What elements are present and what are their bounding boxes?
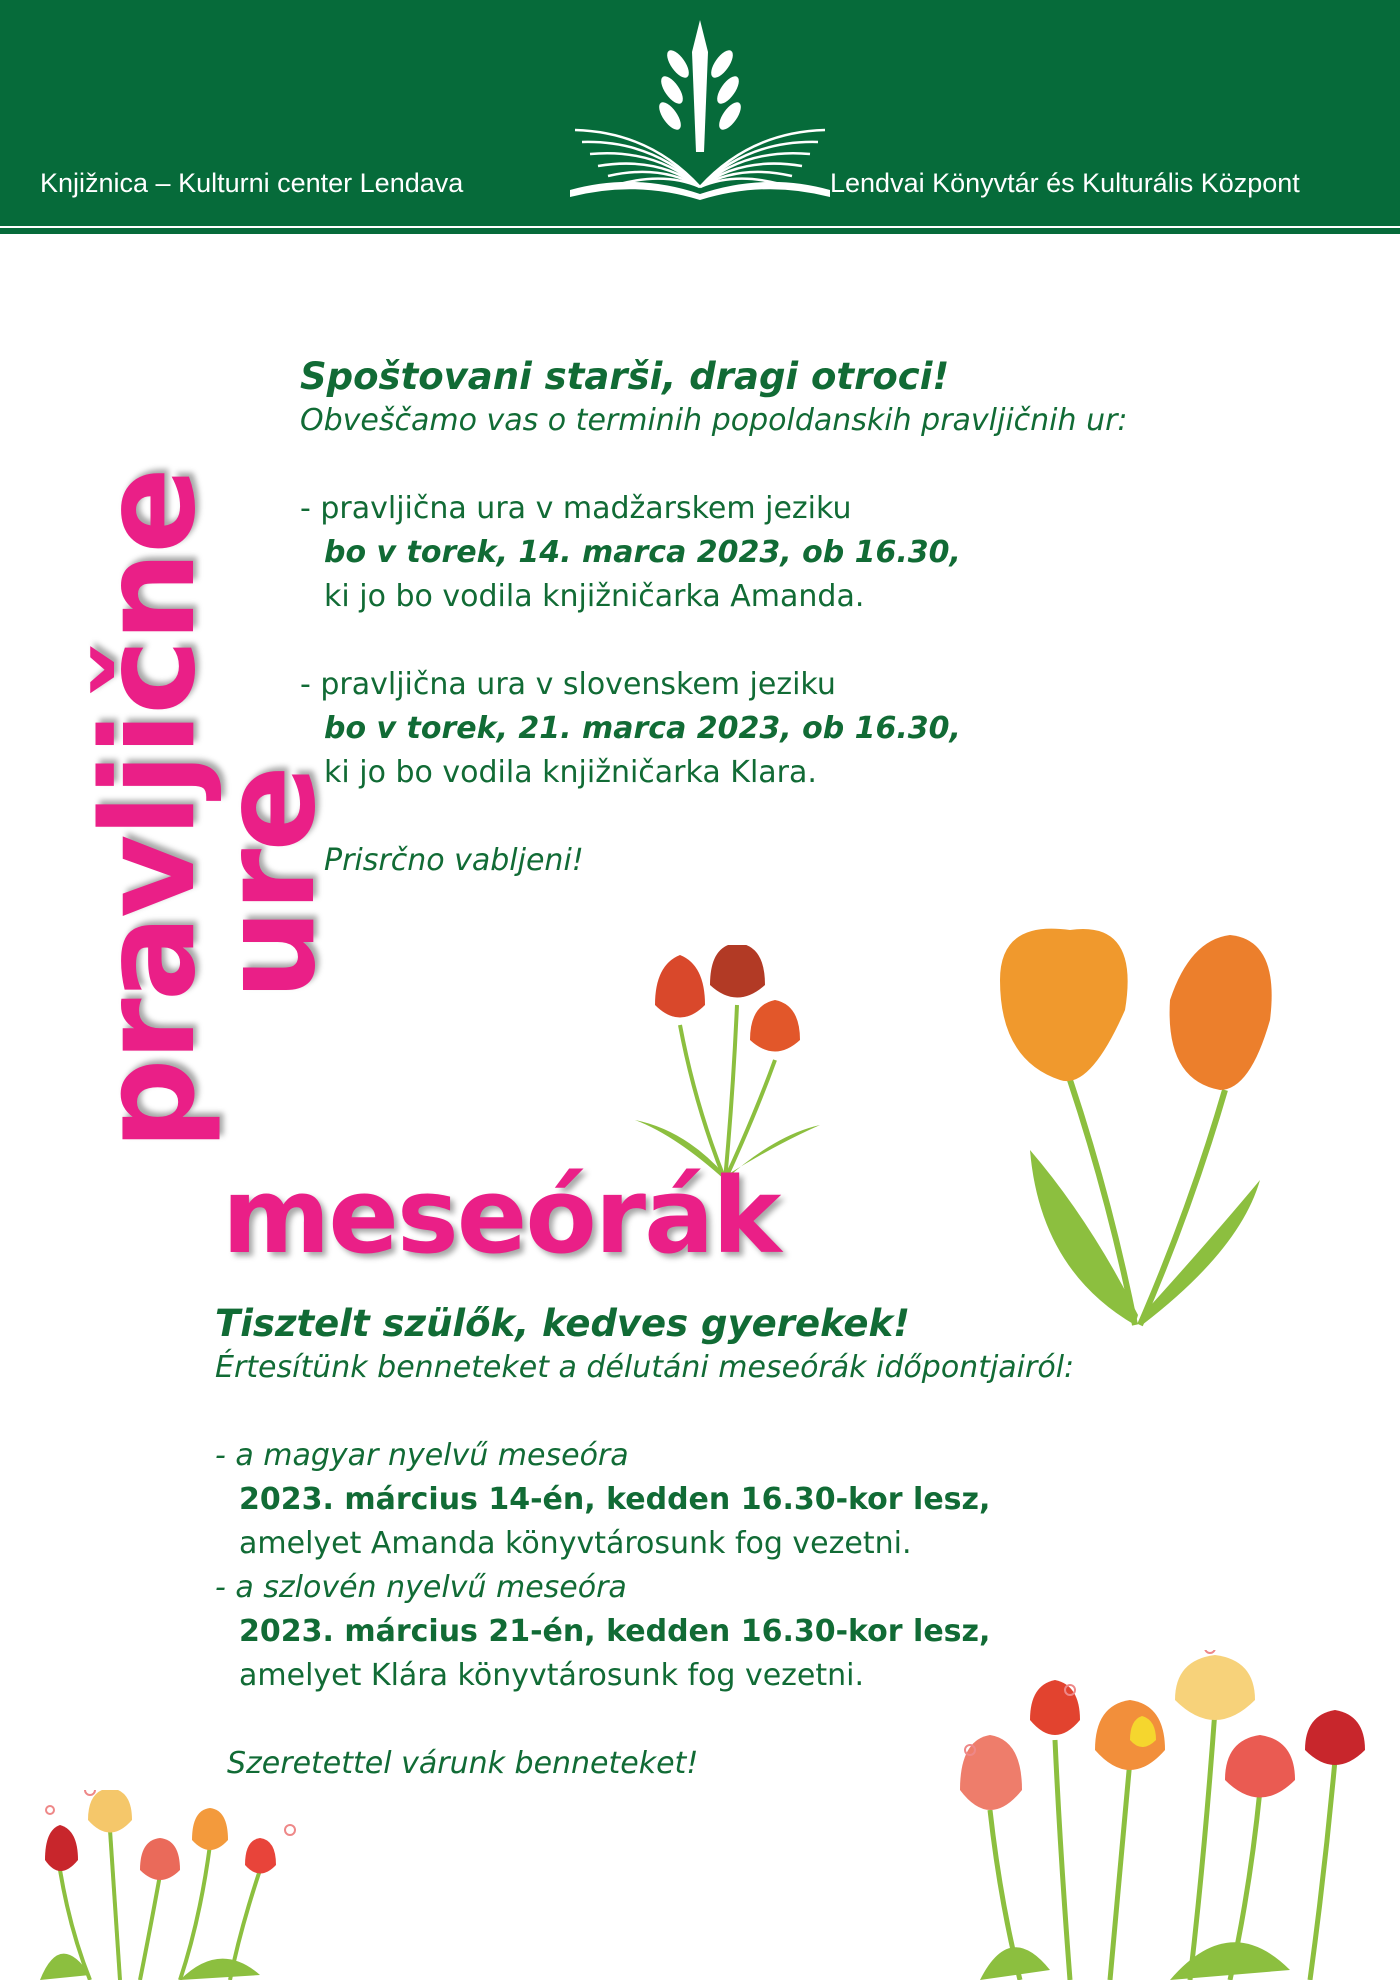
slovene-item2-type: - pravljična ura v slovenskem jeziku: [300, 667, 836, 702]
hungarian-greeting: Tisztelt szülők, kedves gyerekek!: [215, 1302, 910, 1345]
hungarian-item2-date: 2023. március 21-én, kedden 16.30-kor lesz,: [239, 1614, 991, 1649]
slovene-item1-date: bo v torek, 14. marca 2023, ob 16.30,: [324, 535, 961, 570]
slovene-announcement: [300, 355, 1360, 883]
slovene-item1-type: - pravljična ura v madžarskem jeziku: [300, 491, 852, 526]
slovene-item2-date: bo v torek, 21. marca 2023, ob 16.30,: [324, 711, 961, 746]
slovene-item2-leader: ki jo bo vodila knjižničarka Klara.: [324, 755, 817, 790]
hungarian-title: meseórák: [222, 1155, 780, 1277]
hungarian-item1-leader: amelyet Amanda könyvtárosunk fog vezetni.: [239, 1526, 912, 1561]
large-tulip-pair-icon: [960, 920, 1310, 1330]
header-left-text: Knjižnica – Kulturni center Lendava: [40, 168, 464, 198]
library-book-wheat-logo-icon: [560, 12, 840, 202]
slovene-intro: Obveščamo vas o terminih popoldanskih pravljičnih ur:: [300, 403, 1128, 438]
vertical-title: [75, 470, 344, 1150]
slovene-closing: Prisrčno vabljeni!: [324, 843, 584, 878]
hungarian-intro: Értesítünk benneteket a délutáni meseórák időpontjairól:: [215, 1350, 1075, 1385]
vertical-title-line2: ure: [195, 767, 344, 1000]
hungarian-item1-date: 2023. március 14-én, kedden 16.30-kor lesz,: [239, 1482, 991, 1517]
hungarian-item1-type: - a magyar nyelvű meseóra: [215, 1438, 629, 1473]
hungarian-item2-type: - a szlovén nyelvű meseóra: [215, 1570, 627, 1605]
header-rule: [0, 228, 1400, 234]
bottom-left-tulips-icon: [30, 1790, 310, 1980]
header-right-text: Lendvai Könyvtár és Kulturális Központ: [830, 168, 1300, 198]
hungarian-closing: Szeretettel várunk benneteket!: [227, 1746, 699, 1781]
slovene-item1-leader: ki jo bo vodila knjižničarka Amanda.: [324, 579, 865, 614]
bottom-right-tulips-icon: [930, 1650, 1370, 1980]
slovene-greeting: Spoštovani starši, dragi otroci!: [300, 355, 950, 398]
vertical-title-line1: pravljične: [75, 470, 224, 1150]
header-bar: [0, 0, 1400, 226]
hungarian-item2-leader: amelyet Klára könyvtárosunk fog vezetni.: [239, 1658, 865, 1693]
small-tulip-bouquet-icon: [625, 945, 825, 1185]
